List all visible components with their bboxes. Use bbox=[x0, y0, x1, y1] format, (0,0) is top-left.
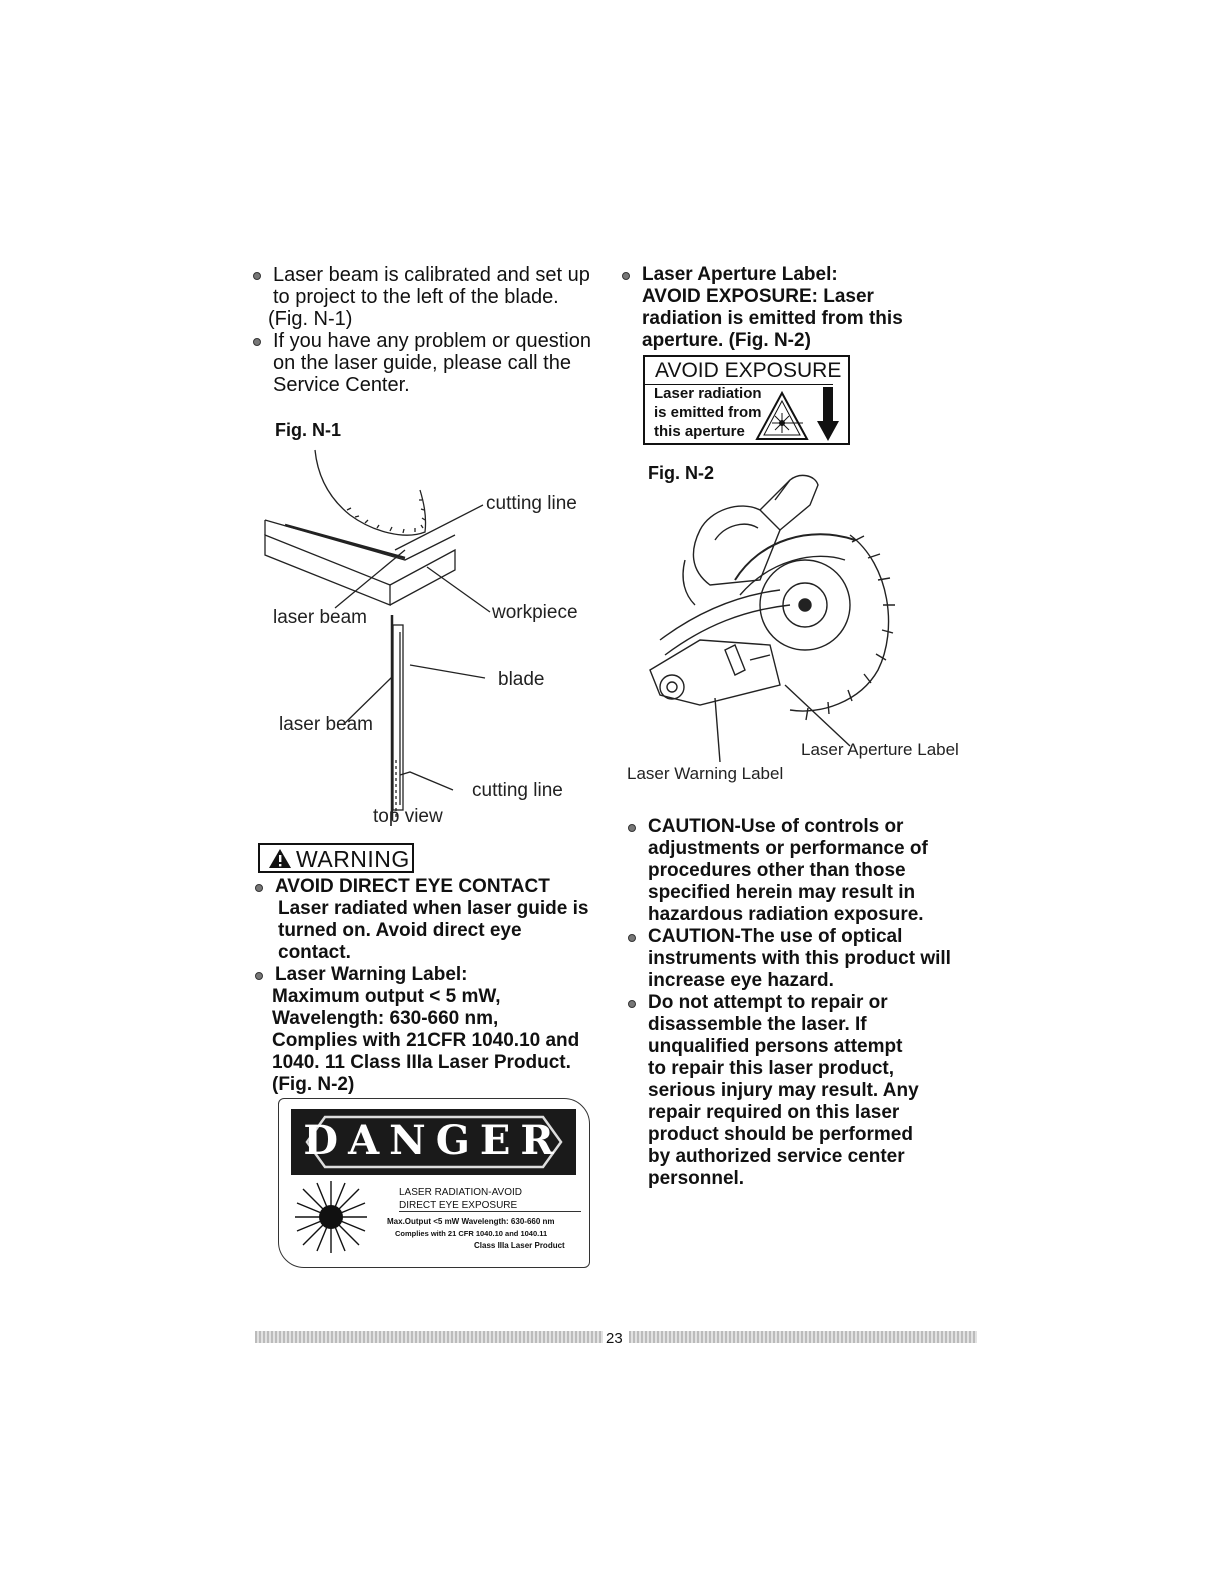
text-line: adjustments or performance of bbox=[648, 838, 928, 859]
caution-bullets bbox=[628, 816, 988, 1190]
warning-triangle-icon bbox=[268, 848, 292, 869]
text-line: AVOID DIRECT EYE CONTACT bbox=[275, 876, 550, 897]
text-line: serious injury may result. Any bbox=[648, 1080, 919, 1101]
text-line: disassemble the laser. If bbox=[648, 1014, 867, 1035]
warning-bullets bbox=[255, 876, 615, 1096]
text-line: Laser Aperture Label: bbox=[642, 264, 838, 285]
avoid-line1: Laser radiation bbox=[654, 385, 762, 402]
label-cutting-line-1: cutting line bbox=[486, 493, 577, 514]
label-laser-aperture: Laser Aperture Label bbox=[801, 740, 959, 759]
text-line: AVOID EXPOSURE: Laser bbox=[642, 286, 874, 307]
aperture-bullet bbox=[622, 264, 942, 352]
text-line: (Fig. N-1) bbox=[268, 308, 353, 330]
text-line: CAUTION-Use of controls or bbox=[648, 816, 904, 837]
text-line: Maximum output < 5 mW, bbox=[272, 986, 501, 1007]
text-line: hazardous radiation exposure. bbox=[648, 904, 924, 925]
footer-bar-right bbox=[629, 1331, 977, 1343]
label-laser-beam-2: laser beam bbox=[279, 714, 373, 735]
text-line: by authorized service center bbox=[648, 1146, 905, 1167]
text-line: repair required on this laser bbox=[648, 1102, 900, 1123]
text-line: Laser radiated when laser guide is bbox=[278, 898, 589, 919]
fig-n2-miter-saw-illustration bbox=[640, 470, 900, 770]
text-line: aperture. (Fig. N-2) bbox=[642, 330, 811, 351]
text-line: procedures other than those bbox=[648, 860, 906, 881]
danger-text-line3: Max.Output <5 mW Wavelength: 630-660 nm bbox=[387, 1217, 555, 1226]
text-line: specified herein may result in bbox=[648, 882, 916, 903]
avoid-line3: this aperture bbox=[654, 423, 745, 440]
danger-text-line1: LASER RADIATION-AVOID bbox=[399, 1187, 522, 1198]
text-line: Laser Warning Label: bbox=[275, 964, 468, 985]
text-line: radiation is emitted from this bbox=[642, 308, 903, 329]
text-line: to project to the left of the blade. bbox=[273, 286, 559, 308]
bullet-dot bbox=[628, 934, 636, 942]
arrow-down-icon bbox=[817, 385, 839, 443]
laser-burst-icon bbox=[293, 1179, 369, 1255]
text-line: unqualified persons attempt bbox=[648, 1036, 903, 1057]
laser-hazard-icon bbox=[755, 385, 809, 441]
label-workpiece: workpiece bbox=[492, 602, 578, 623]
bullet-dot bbox=[253, 338, 261, 346]
text-line: to repair this laser product, bbox=[648, 1058, 894, 1079]
text-line: on the laser guide, please call the bbox=[273, 352, 571, 374]
bullet-calibration bbox=[253, 264, 613, 396]
danger-text-line5: Class IIIa Laser Product bbox=[474, 1241, 565, 1250]
avoid-exposure-label bbox=[643, 355, 850, 445]
label-blade: blade bbox=[498, 669, 545, 690]
bullet-dot bbox=[622, 272, 630, 280]
bullet-dot bbox=[253, 272, 261, 280]
text-line: turned on. Avoid direct eye bbox=[278, 920, 522, 941]
text-line: 1040. 11 Class IIIa Laser Product. bbox=[272, 1052, 571, 1073]
fig-n1-title: Fig. N-1 bbox=[275, 420, 341, 440]
label-laser-beam-1: laser beam bbox=[273, 607, 367, 628]
text-line: Service Center. bbox=[273, 374, 410, 396]
warning-header bbox=[258, 843, 414, 873]
danger-word: DANGER bbox=[303, 1117, 564, 1164]
bullet-dot bbox=[628, 1000, 636, 1008]
avoid-line2: is emitted from bbox=[654, 404, 762, 421]
danger-text-line4: Complies with 21 CFR 1040.10 and 1040.11 bbox=[395, 1229, 548, 1238]
footer-bar-left bbox=[255, 1331, 603, 1343]
page-number: 23 bbox=[606, 1330, 623, 1347]
avoid-exposure-title: AVOID EXPOSURE bbox=[655, 359, 842, 382]
text-line: contact. bbox=[278, 942, 351, 963]
text-line: CAUTION-The use of optical bbox=[648, 926, 903, 947]
text-line: increase eye hazard. bbox=[648, 970, 834, 991]
danger-label bbox=[278, 1098, 590, 1268]
text-line: personnel. bbox=[648, 1168, 745, 1189]
text-line: Wavelength: 630-660 nm, bbox=[272, 1008, 499, 1029]
label-cutting-line-2: cutting line bbox=[472, 780, 563, 801]
bullet-dot bbox=[628, 824, 636, 832]
fig-n2-title: Fig. N-2 bbox=[648, 463, 714, 483]
bullet-dot bbox=[255, 972, 263, 980]
label-laser-warning: Laser Warning Label bbox=[627, 764, 784, 783]
text-line: Laser beam is calibrated and set up bbox=[273, 264, 590, 286]
danger-text-line2: DIRECT EYE EXPOSURE bbox=[399, 1200, 581, 1212]
text-line: If you have any problem or question bbox=[273, 330, 591, 352]
text-line: (Fig. N-2) bbox=[272, 1074, 355, 1095]
text-line: instruments with this product will bbox=[648, 948, 951, 969]
warning-label: WARNING bbox=[296, 846, 410, 872]
label-top-view: top view bbox=[373, 806, 443, 827]
text-line: Complies with 21CFR 1040.10 and bbox=[272, 1030, 580, 1051]
danger-band bbox=[291, 1109, 576, 1175]
text-line: Do not attempt to repair or bbox=[648, 992, 888, 1013]
bullet-dot bbox=[255, 884, 263, 892]
text-line: product should be performed bbox=[648, 1124, 913, 1145]
